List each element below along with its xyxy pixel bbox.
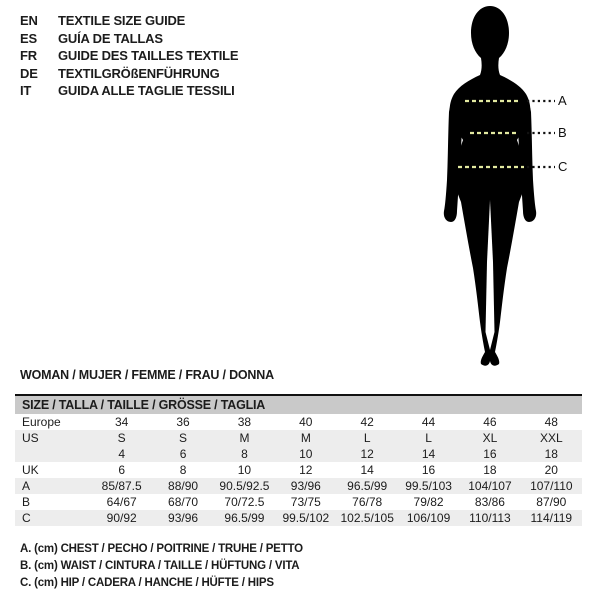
size-value: 99.5/103 (405, 479, 452, 493)
size-value: XL (482, 431, 498, 445)
measurement-legend (20, 543, 303, 594)
language-row (20, 66, 238, 84)
language-code: ES (20, 30, 37, 46)
size-value: M (239, 431, 250, 445)
table-row-europe (15, 414, 582, 430)
size-value: 6 (179, 447, 187, 461)
language-code: IT (20, 83, 32, 98)
size-value: L (425, 431, 432, 445)
language-title: GUIDE DES TAILLES TEXTILE (58, 48, 239, 63)
size-value: S (179, 431, 188, 445)
language-code: DE (20, 65, 38, 81)
size-value: 88/90 (168, 479, 199, 493)
size-value: 12 (360, 447, 374, 461)
size-value: 96.5/99 (347, 479, 388, 493)
size-value: 16 (421, 463, 436, 477)
size-value: 20 (544, 463, 558, 477)
size-value: 99.5/102 (282, 511, 330, 525)
size-value: 104/107 (468, 479, 512, 493)
marker-label-a: A (558, 93, 567, 108)
size-value: 4 (118, 447, 126, 461)
language-title: GUIDA ALLE TAGLIE TESSILI (58, 83, 235, 98)
size-value: 12 (299, 463, 313, 477)
size-value: 18 (483, 463, 497, 477)
table-row-chest-a (15, 478, 582, 494)
table-row-waist-b (15, 494, 582, 510)
language-title: TEXTILE SIZE GUIDE (58, 13, 186, 28)
size-value: 83/86 (474, 495, 505, 509)
language-row (20, 13, 238, 31)
language-row (20, 83, 238, 101)
table-row-uk (15, 462, 582, 478)
marker-label-b: B (558, 125, 567, 140)
woman-silhouette-graphic (405, 0, 600, 375)
size-value: 44 (421, 415, 436, 429)
legend-hip: C. (cm) HIP / CADERA / HANCHE / HÜFTE / HIPS (20, 577, 274, 589)
size-value: XXL (539, 431, 563, 445)
row-label: C (22, 511, 31, 525)
size-value: 14 (421, 447, 436, 461)
language-row (20, 48, 238, 66)
language-row (20, 31, 238, 49)
table-row-hip-c (15, 510, 582, 526)
size-value: 42 (360, 415, 374, 429)
size-value: 48 (544, 415, 558, 429)
measurement-figure (405, 0, 600, 375)
row-label: Europe (22, 415, 61, 429)
section-title: WOMAN / MUJER / FEMME / FRAU / DONNA (20, 368, 274, 382)
size-value: 8 (241, 447, 248, 461)
table-row-us-number (15, 446, 582, 462)
size-value: 36 (176, 415, 190, 429)
language-code: FR (20, 48, 37, 63)
size-table (15, 394, 582, 526)
size-value: 68/70 (168, 495, 199, 509)
size-value: 18 (544, 447, 558, 461)
row-label: A (22, 479, 31, 493)
size-value: 73/75 (290, 495, 321, 509)
row-label: UK (22, 463, 39, 477)
row-label: B (22, 495, 31, 509)
row-label: US (22, 431, 39, 445)
size-value: 107/110 (530, 479, 573, 493)
size-value: 70/72.5 (224, 495, 265, 509)
size-value: 40 (299, 415, 313, 429)
size-table-header: SIZE / TALLA / TAILLE / GRÖSSE / TAGLIA (15, 396, 582, 414)
size-value: 106/109 (406, 511, 451, 525)
size-value: S (117, 431, 126, 445)
marker-label-c: C (558, 159, 568, 174)
size-value: 93/96 (168, 511, 199, 525)
size-value: 10 (237, 463, 252, 477)
size-value: 64/67 (106, 495, 137, 509)
size-value: 14 (360, 463, 374, 477)
size-value: 96.5/99 (224, 511, 265, 525)
language-title: GUÍA DE TALLAS (58, 30, 163, 46)
size-value: 6 (118, 463, 126, 477)
legend-chest: A. (cm) CHEST / PECHO / POITRINE / TRUHE / PETTO (20, 543, 303, 555)
size-value: 38 (237, 415, 252, 429)
size-value: 114/119 (530, 511, 573, 525)
language-code: EN (20, 13, 38, 28)
size-value: 90.5/92.5 (219, 479, 270, 493)
size-value: 79/82 (413, 495, 444, 509)
table-row-us-letter (15, 430, 582, 446)
language-title: TEXTILGRÖßENFÜHRUNG (58, 65, 220, 81)
size-value: 93/96 (290, 479, 321, 493)
left-arm-shape (444, 92, 463, 222)
legend-waist: B. (cm) WAIST / CINTURA / TAILLE / HÜFTUNG / VITA (20, 560, 300, 572)
size-value: 34 (115, 415, 129, 429)
size-value: 8 (179, 463, 187, 477)
right-arm-shape (517, 92, 536, 222)
size-value: 110/113 (469, 511, 511, 525)
size-value: L (363, 431, 371, 445)
size-value: 87/90 (536, 495, 567, 509)
size-value: 16 (483, 447, 497, 461)
size-value: 102.5/105 (340, 511, 394, 525)
size-value: 46 (483, 415, 497, 429)
size-value: 85/87.5 (101, 479, 142, 493)
size-value: 10 (299, 447, 313, 461)
language-title-list (20, 13, 238, 101)
size-value: M (300, 431, 311, 445)
size-value: 90/92 (106, 511, 137, 525)
size-value: 76/78 (352, 495, 383, 509)
